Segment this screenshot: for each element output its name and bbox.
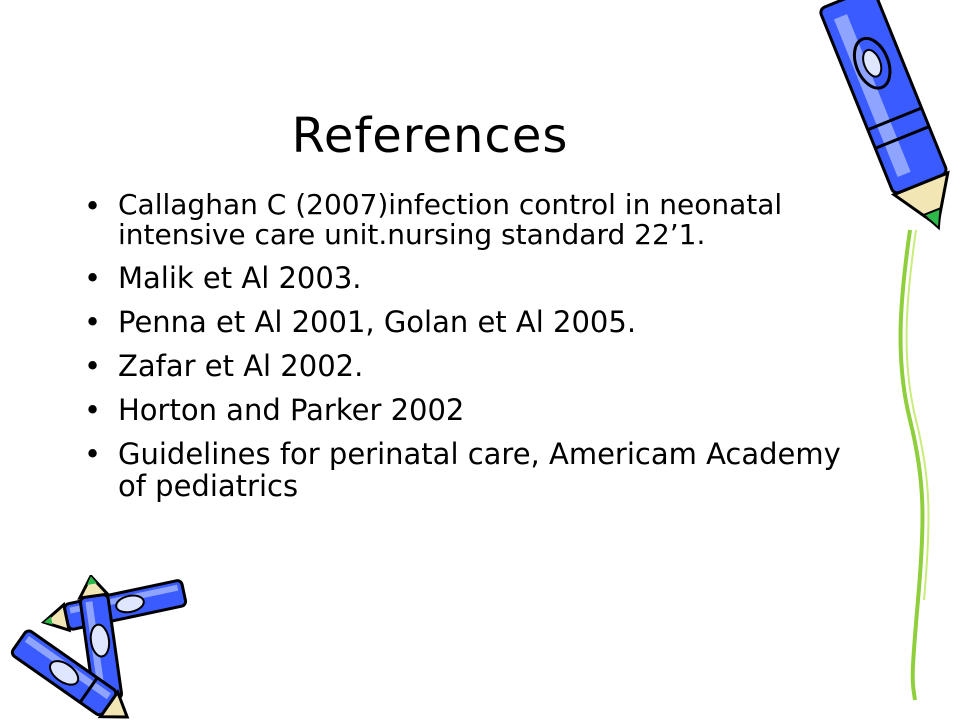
reference-text: Guidelines for perinatal care, Americam Academy of pediatrics [118, 437, 841, 503]
bullet: • [84, 393, 102, 427]
references-list [84, 190, 844, 514]
bullet: • [84, 349, 102, 383]
list-item [84, 190, 844, 250]
bullet: • [84, 261, 102, 295]
list-item [84, 262, 844, 294]
reference-text: Callaghan C (2007)infection control in neonatal intensive care unit.nursing standard 22’1. [118, 188, 783, 251]
list-item [84, 350, 844, 382]
list-item [84, 306, 844, 338]
crayons-icon [0, 575, 200, 720]
bullet: • [84, 305, 102, 339]
bullet: • [84, 189, 102, 223]
reference-text: Penna et Al 2001, Golan et Al 2005. [118, 305, 637, 339]
reference-text: Horton and Parker 2002 [118, 393, 465, 427]
reference-text: Malik et Al 2003. [118, 261, 362, 295]
list-item [84, 394, 844, 426]
slide-title: References [291, 108, 569, 164]
bullet: • [84, 437, 102, 471]
reference-text: Zafar et Al 2002. [118, 349, 364, 383]
list-item [84, 438, 844, 502]
